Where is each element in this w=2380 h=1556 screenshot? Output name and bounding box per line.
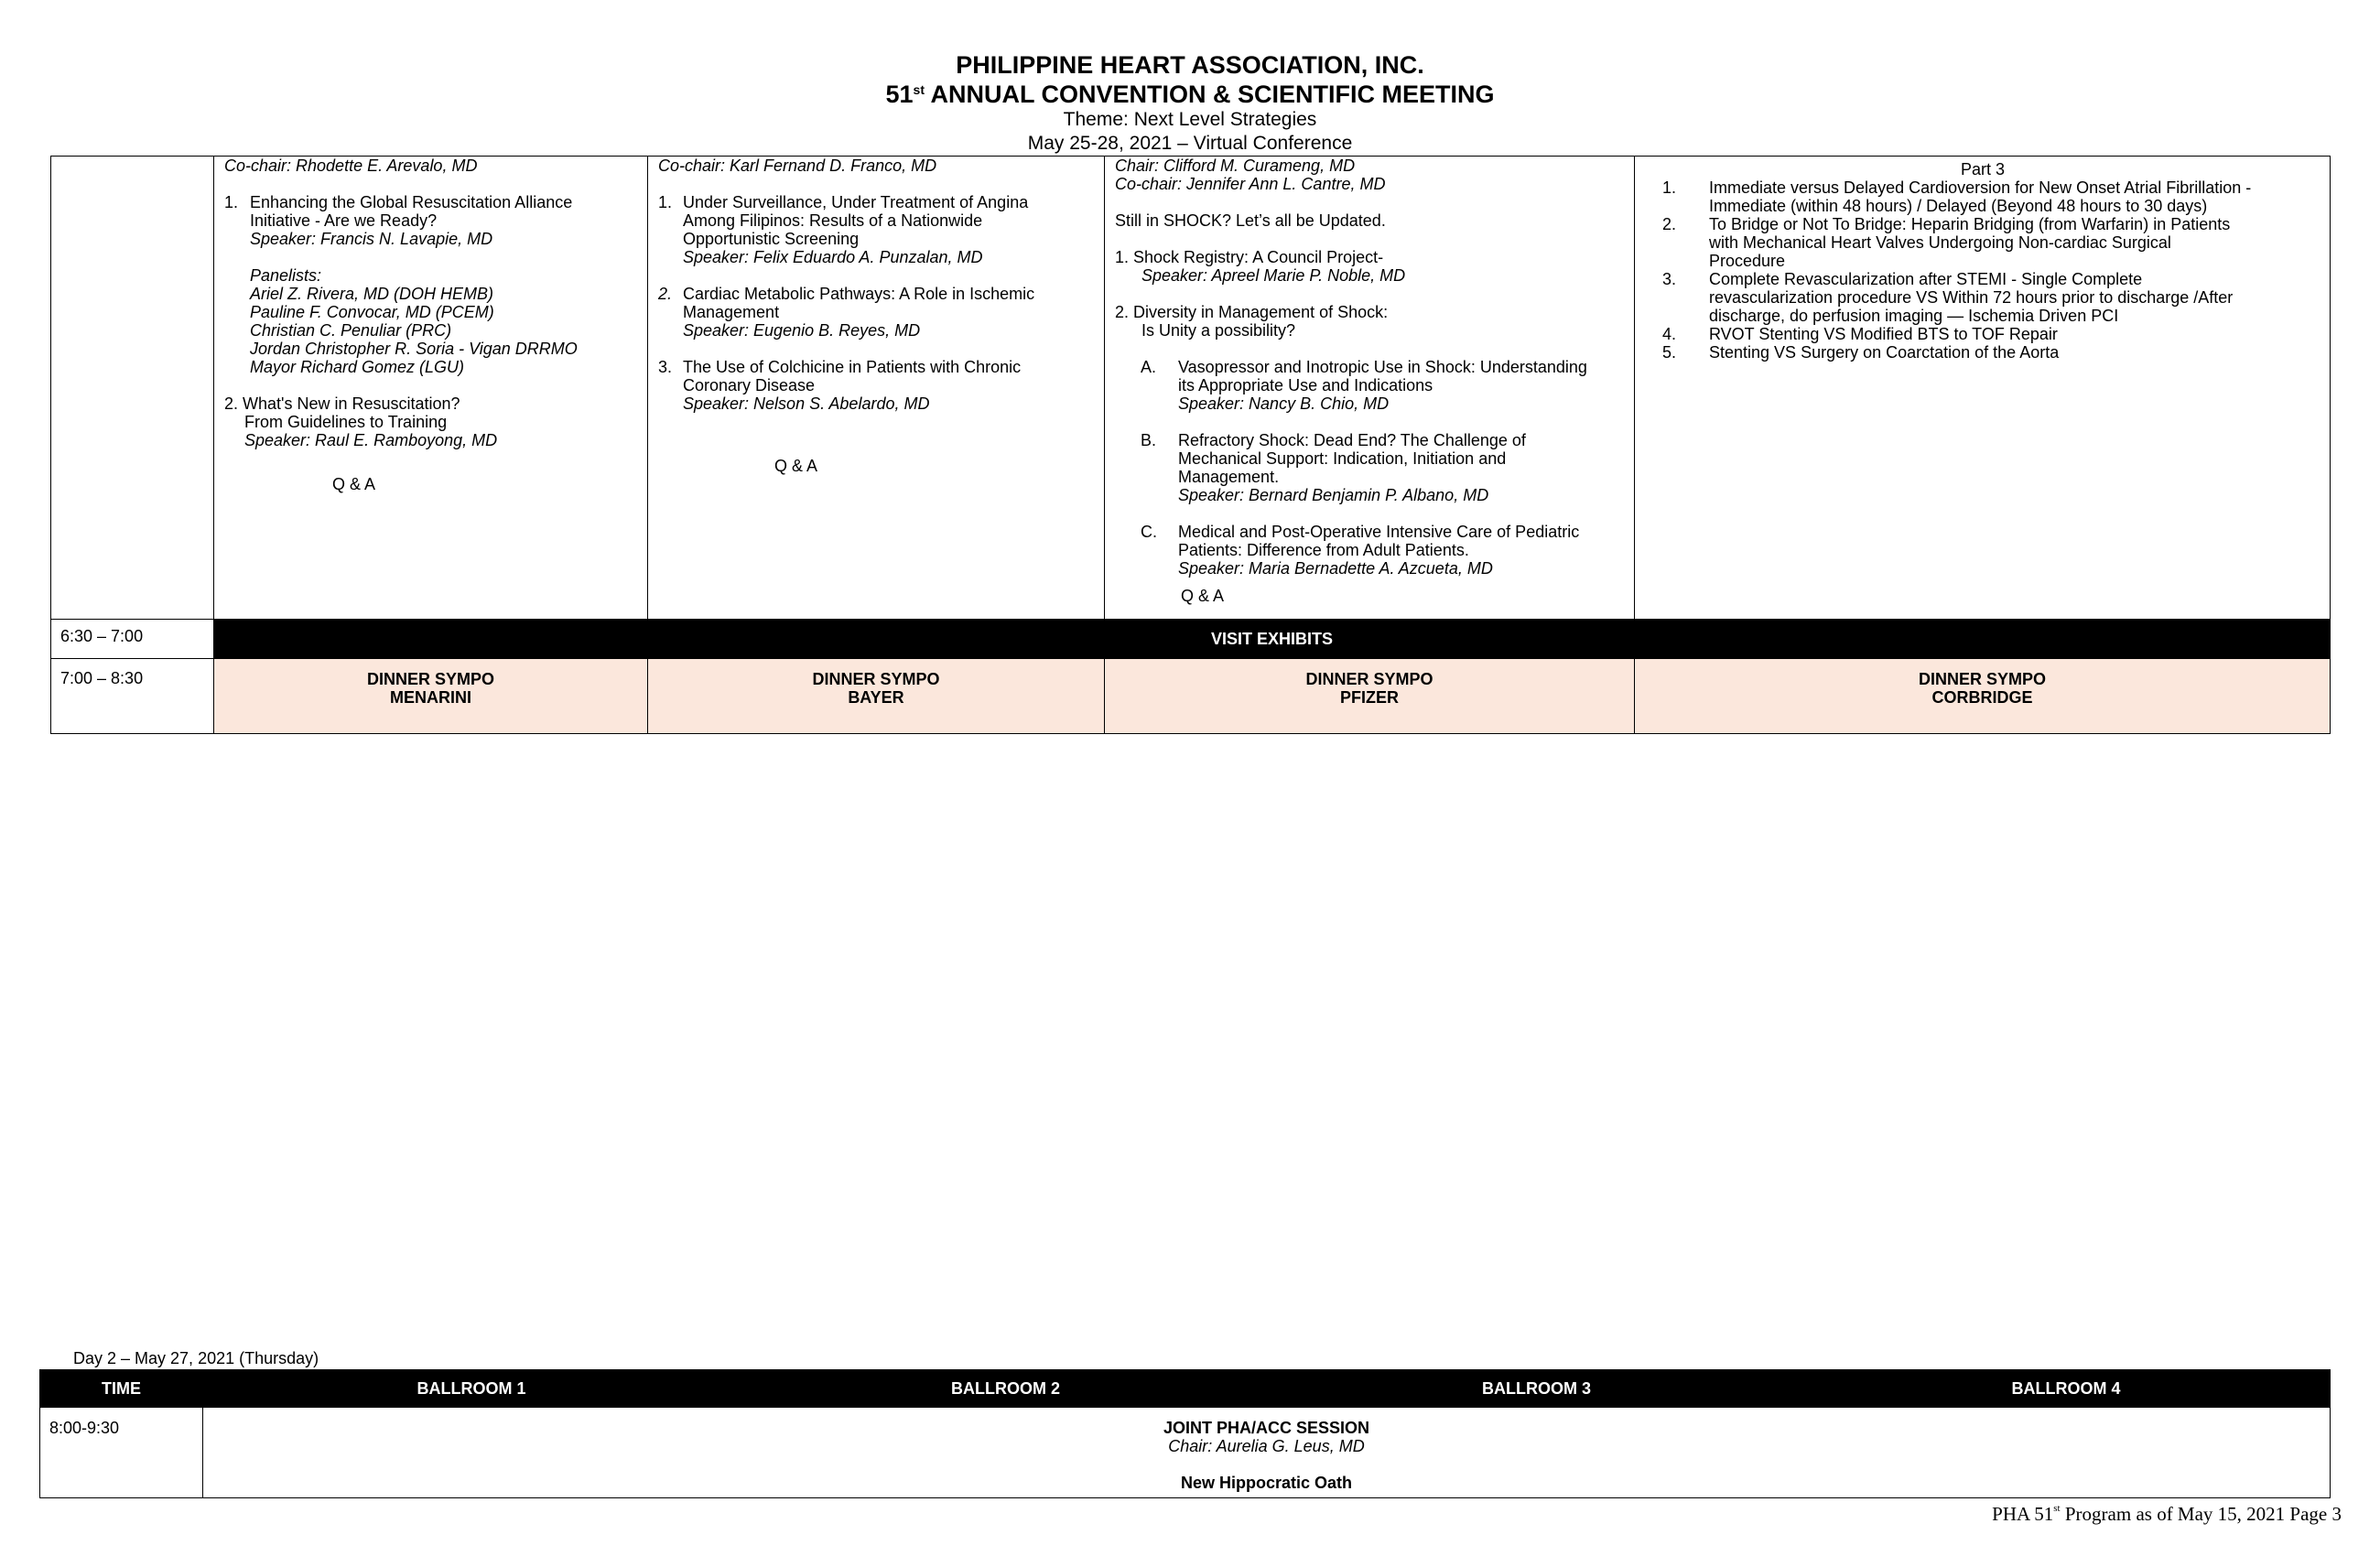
speaker-text: Speaker: Raul E. Ramboyong, MD: [244, 431, 498, 449]
session-cell-ballroom2: [648, 157, 1105, 620]
talk-title: 2. Diversity in Management of Shock:: [1115, 303, 1389, 321]
panelist: Jordan Christopher R. Soria - Vigan DRRMO: [250, 340, 578, 358]
chair-text: Chair: Aurelia G. Leus, MD: [1168, 1437, 1365, 1455]
talk-title: Medical and Post-Operative Intensive Care of Pediatric Patients: Difference from Adult Patients.: [1178, 523, 1580, 559]
speaker-text: Speaker: Bernard Benjamin P. Albano, MD: [1178, 486, 1489, 504]
session-topic: New Hippocratic Oath: [1180, 1474, 1353, 1492]
talk-title: Refractory Shock: Dead End? The Challenge of Mechanical Support: Indication, Initiation and Management.: [1178, 431, 1526, 486]
session-cell-ballroom1: [214, 157, 648, 620]
panelist: Ariel Z. Rivera, MD (DOH HEMB): [250, 285, 494, 303]
list-item: 3. Complete Revascularization after STEMI - Single Complete revascularization procedure VS Within 72 hours prior to discharge /After discharge, do perfusion imaging — Ischemia Driven PCI: [1662, 270, 2234, 325]
list-item: 1. Under Surveillance, Under Treatment of Angina Among Filipinos: Results of a Nationwide Opportunistic Screening Speaker: Felix Eduardo A. Punzalan, MD: [658, 193, 1097, 266]
schedule-table-day1: [50, 156, 2331, 734]
speaker-text: Speaker: Felix Eduardo A. Punzalan, MD: [683, 248, 983, 266]
qa-label: Q & A: [1181, 587, 1225, 605]
panelist: Christian C. Penuliar (PRC): [250, 321, 452, 340]
talk-title: 1. Shock Registry: A Council Project-: [1115, 248, 1384, 266]
dinner-sympo-pfizer: DINNER SYMPO PFIZER: [1105, 659, 1635, 734]
header-ballroom4: BALLROOM 4: [1802, 1370, 2331, 1408]
list-item: B. Refractory Shock: Dead End? The Challenge of Mechanical Support: Indication, Initiation and Management. Speaker: Bernard Benjamin P. Albano, MD: [1115, 431, 1627, 504]
list-item: 3. The Use of Colchicine in Patients with Chronic Coronary Disease Speaker: Nelson S. Abelardo, MD: [658, 358, 1097, 413]
dinner-sympo-menarini: DINNER SYMPO MENARINI: [214, 659, 648, 734]
panelist: Mayor Richard Gomez (LGU): [250, 358, 465, 376]
list-item: 2. To Bridge or Not To Bridge: Heparin Bridging (from Warfarin) in Patients with Mechanical Heart Valves Undergoing Non-cardiac Surgical Procedure: [1662, 215, 2231, 270]
time-cell: 8:00-9:30: [40, 1408, 203, 1498]
table-header-row: [40, 1370, 2331, 1408]
time-cell: 6:30 – 7:00: [51, 620, 214, 659]
list-item: 1. Enhancing the Global Resuscitation Alliance Initiative - Are we Ready? Speaker: Francis N. Lavapie, MD Panelists: Ariel Z. Rivera, MD (DOH HEMB) Pauline F. Convocar, MD (PCEM) Christian C. Penuliar (PRC) Jordan Christopher R. Soria - Vigan DRRMO Mayor Richard Gomez (LGU): [224, 193, 640, 376]
speaker-text: Speaker: Apreel Marie P. Noble, MD: [1141, 266, 1406, 285]
talk-title: The Use of Colchicine in Patients with Chronic Coronary Disease: [683, 358, 1022, 394]
page-footer: PHA 51st Program as of May 15, 2021 Page 3: [1992, 1503, 2342, 1525]
list-item: 1. Immediate versus Delayed Cardioversion for New Onset Atrial Fibrillation - Immediate (within 48 hours) / Delayed (Beyond 48 hours to 30 days): [1662, 178, 2252, 215]
session-intro: Still in SHOCK? Let’s all be Updated.: [1115, 211, 1386, 230]
document-meeting-title: 51st ANNUAL CONVENTION & SCIENTIFIC MEETING: [885, 81, 1495, 108]
header-ballroom1: BALLROOM 1: [203, 1370, 741, 1408]
speaker-text: Speaker: Maria Bernadette A. Azcueta, MD: [1178, 559, 1493, 578]
cochair-text: Co-chair: Jennifer Ann L. Cantre, MD: [1115, 175, 1386, 193]
panelists-label: Panelists:: [250, 266, 322, 285]
document-theme: Theme: Next Level Strategies: [1063, 109, 1317, 130]
talk-title: Under Surveillance, Under Treatment of Angina Among Filipinos: Results of a Nationwide Opportunistic Screening: [683, 193, 1029, 248]
qa-label: Q & A: [332, 475, 376, 493]
table-row: [40, 1408, 2331, 1498]
part-label: Part 3: [1960, 160, 2006, 178]
speaker-text: Speaker: Nancy B. Chio, MD: [1178, 394, 1390, 413]
chair-text: Chair: Clifford M. Curameng, MD: [1115, 157, 1356, 175]
talk-title: Cardiac Metabolic Pathways: A Role in Ischemic Management: [683, 285, 1035, 321]
talk-title: 2. What's New in Resuscitation?: [224, 394, 460, 413]
talk-title: Enhancing the Global Resuscitation Alliance Initiative - Are we Ready?: [250, 193, 573, 230]
talk-subtitle: From Guidelines to Training: [244, 413, 448, 431]
document-org-title: PHILIPPINE HEART ASSOCIATION, INC.: [956, 51, 1424, 79]
qa-label: Q & A: [774, 457, 818, 475]
time-cell: 7:00 – 8:30: [51, 659, 214, 734]
speaker-text: Speaker: Francis N. Lavapie, MD: [250, 230, 493, 248]
list-item: 4. RVOT Stenting VS Modified BTS to TOF Repair: [1662, 325, 2058, 343]
session-cell-ballroom3: [1105, 157, 1635, 620]
list-item: A. Vasopressor and Inotropic Use in Shock: Understanding its Appropriate Use and Indications Speaker: Nancy B. Chio, MD: [1115, 358, 1627, 413]
dinner-sympo-corbridge: DINNER SYMPO CORBRIDGE: [1635, 659, 2331, 734]
header-time: TIME: [40, 1370, 203, 1408]
visit-exhibits-banner: VISIT EXHIBITS: [214, 620, 2331, 659]
header-ballroom3: BALLROOM 3: [1271, 1370, 1802, 1408]
speaker-text: Speaker: Eugenio B. Reyes, MD: [683, 321, 921, 340]
panelist: Pauline F. Convocar, MD (PCEM): [250, 303, 494, 321]
table-row: [51, 157, 2331, 620]
joint-session-cell: [203, 1408, 2331, 1498]
table-row-dinner: [51, 659, 2331, 734]
time-cell-empty: [51, 157, 214, 620]
cochair-text: Co-chair: Karl Fernand D. Franco, MD: [658, 157, 937, 175]
dinner-sympo-bayer: DINNER SYMPO BAYER: [648, 659, 1105, 734]
session-cell-ballroom4: [1635, 157, 2331, 620]
speaker-text: Speaker: Nelson S. Abelardo, MD: [683, 394, 930, 413]
cochair-text: Co-chair: Rhodette E. Arevalo, MD: [224, 157, 478, 175]
session-title: JOINT PHA/ACC SESSION: [1163, 1419, 1370, 1437]
list-item: 2. Cardiac Metabolic Pathways: A Role in Ischemic Management Speaker: Eugenio B. Reyes, MD: [658, 285, 1097, 340]
document-dates: May 25-28, 2021 – Virtual Conference: [1027, 133, 1353, 154]
talk-title: Vasopressor and Inotropic Use in Shock: Understanding its Appropriate Use and Indications: [1178, 358, 1587, 394]
header-ballroom2: BALLROOM 2: [741, 1370, 1271, 1408]
day2-title: Day 2 – May 27, 2021 (Thursday): [73, 1349, 319, 1367]
list-item: C. Medical and Post-Operative Intensive Care of Pediatric Patients: Difference from Adult Patients. Speaker: Maria Bernadette A. Azcueta, MD: [1115, 523, 1627, 578]
schedule-table-day2: [39, 1369, 2331, 1498]
list-item: 5. Stenting VS Surgery on Coarctation of the Aorta: [1662, 343, 2060, 362]
talk-subtitle: Is Unity a possibility?: [1141, 321, 1296, 340]
table-row-exhibits: [51, 620, 2331, 659]
